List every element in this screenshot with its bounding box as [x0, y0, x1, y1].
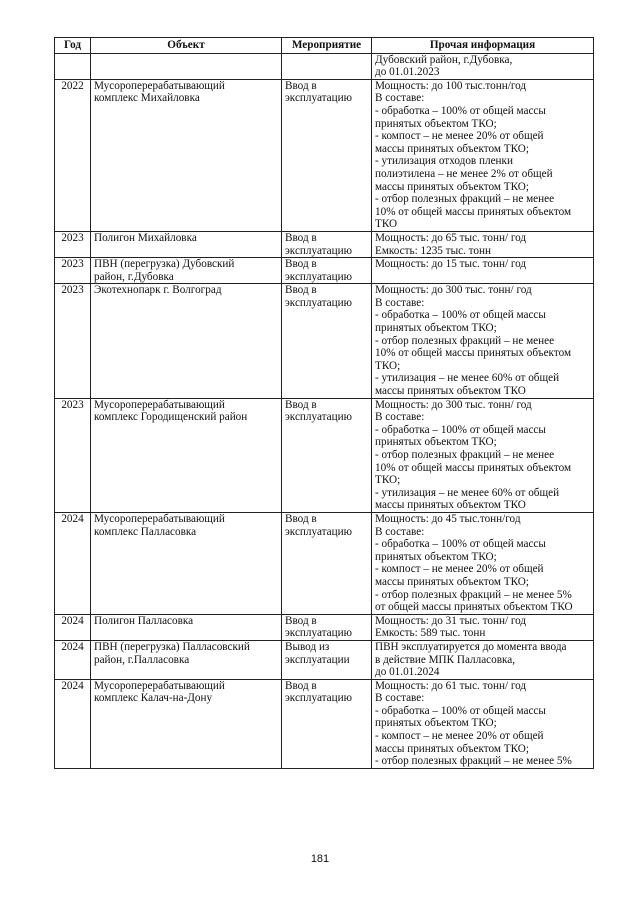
header-info: Прочая информация: [372, 38, 594, 54]
table-row: [55, 614, 594, 640]
cell-info-line: Мощность: до 65 тыс. тонн/ год: [375, 231, 527, 244]
cell-event-line: эксплуатацию: [285, 296, 352, 309]
cell-year: 2023: [55, 231, 91, 257]
cell-object: [91, 258, 282, 284]
cell-event-line: Ввод в: [285, 398, 317, 411]
table-body: [55, 53, 594, 768]
cell-year: 2023: [55, 258, 91, 284]
cell-event-line: эксплуатацию: [285, 525, 352, 538]
cell-object: [91, 79, 282, 231]
cell-info-line: 10% от общей массы принятых объектом: [375, 461, 572, 474]
cell-info-line: - утилизация отходов пленки: [375, 155, 513, 168]
cell-object: [91, 231, 282, 257]
cell-info-line: принятых объектом ТКО;: [375, 117, 497, 130]
table-row: [55, 258, 594, 284]
cell-object-line: Экотехнопарк г. Волгоград: [94, 284, 222, 297]
cell-info-line: до 01.01.2024: [375, 666, 440, 679]
cell-info-line: - обработка – 100% от общей массы: [375, 538, 546, 551]
cell-year: 2023: [55, 398, 91, 512]
cell-info-line: принятых объектом ТКО;: [375, 436, 497, 449]
cell-info-line: принятых объектом ТКО;: [375, 322, 497, 335]
cell-object-line: Мусороперерабатывающий: [94, 512, 225, 525]
cell-info-line: массы принятых объектом ТКО: [375, 385, 526, 398]
cell-info-line: Мощность: до 300 тыс. тонн/ год: [375, 398, 532, 411]
cell-event: [282, 284, 372, 398]
cell-info-line: Мощность: до 15 тыс. тонн/ год: [375, 258, 527, 271]
cell-event: [282, 640, 372, 679]
cell-info-line: - утилизация – не менее 60% от общей: [375, 486, 560, 499]
table-row: [55, 512, 594, 614]
cell-info: [372, 284, 594, 398]
cell-object: [91, 284, 282, 398]
cell-info-line: - отбор полезных фракций – не менее 5%: [375, 588, 572, 601]
cell-event-line: эксплуатацию: [285, 692, 352, 705]
cell-info-line: массы принятых объектом ТКО;: [375, 742, 529, 755]
cell-event: [282, 231, 372, 257]
cell-info-line: - компост – не менее 20% от общей: [375, 130, 544, 143]
cell-event-line: Ввод в: [285, 679, 317, 692]
cell-info-line: массы принятых объектом ТКО;: [375, 180, 529, 193]
cell-info-line: массы принятых объектом ТКО: [375, 499, 526, 512]
cell-info-line: Дубовский район, г.Дубовка,: [375, 53, 513, 66]
cell-object-line: район, г.Дубовка: [94, 270, 174, 283]
cell-info: [372, 258, 594, 284]
cell-event-line: Ввод в: [285, 614, 317, 627]
cell-info-line: 10% от общей массы принятых объектом: [375, 347, 572, 360]
cell-event-line: Ввод в: [285, 284, 317, 297]
cell-info-line: - отбор полезных фракций – не менее: [375, 193, 555, 206]
cell-event-line: эксплуатацию: [285, 92, 352, 105]
cell-object-line: ПВН (перегрузка) Дубовский: [94, 258, 235, 271]
cell-event: [282, 79, 372, 231]
cell-object-line: Мусороперерабатывающий: [94, 79, 225, 92]
cell-object: [91, 679, 282, 768]
cell-info-line: массы принятых объектом ТКО;: [375, 575, 529, 588]
table-row: [55, 640, 594, 679]
cell-info-line: Мощность: до 31 тыс. тонн/ год: [375, 614, 527, 627]
cell-event-line: Ввод в: [285, 231, 317, 244]
cell-info-line: принятых объектом ТКО;: [375, 550, 497, 563]
cell-event: [282, 512, 372, 614]
cell-event-line: эксплуатации: [285, 653, 350, 666]
table-row: [55, 53, 594, 79]
cell-info-line: ПВН эксплуатируется до момента ввода: [375, 640, 567, 653]
cell-info-line: В составе:: [375, 525, 425, 538]
cell-object: [91, 53, 282, 79]
header-object: Объект: [91, 38, 282, 54]
cell-info-line: ТКО;: [375, 474, 401, 487]
cell-event-line: эксплуатацию: [285, 244, 352, 257]
cell-year: 2022: [55, 79, 91, 231]
table-row: [55, 231, 594, 257]
cell-event-line: эксплуатацию: [285, 270, 352, 283]
header-event: Мероприятие: [282, 38, 372, 54]
cell-info-line: - отбор полезных фракций – не менее: [375, 449, 555, 461]
cell-info-line: В составе:: [375, 296, 425, 309]
cell-info-line: - утилизация – не менее 60% от общей: [375, 372, 560, 385]
cell-info-line: полиэтилена – не менее 2% от общей: [375, 167, 553, 180]
cell-info-line: В составе:: [375, 92, 425, 105]
cell-event: [282, 398, 372, 512]
cell-object: [91, 512, 282, 614]
cell-event: [282, 614, 372, 640]
table-header-row: [55, 38, 594, 54]
cell-object: [91, 614, 282, 640]
cell-year: 2024: [55, 512, 91, 614]
cell-info-line: принятых объектом ТКО;: [375, 717, 497, 730]
cell-event: [282, 258, 372, 284]
cell-event-line: Ввод в: [285, 79, 317, 92]
cell-info-line: ТКО: [375, 218, 398, 231]
cell-info-line: В составе:: [375, 692, 425, 705]
cell-info-line: - компост – не менее 20% от общей: [375, 563, 544, 576]
cell-info-line: В составе:: [375, 411, 425, 424]
cell-info: [372, 512, 594, 614]
cell-info: [372, 231, 594, 257]
cell-info-line: в действие МПК Палласовка,: [375, 653, 516, 666]
cell-object-line: комплекс Калач-на-Дону: [94, 692, 213, 705]
cell-object: [91, 398, 282, 512]
cell-object-line: Мусороперерабатывающий: [94, 398, 225, 411]
cell-year: 2024: [55, 614, 91, 640]
cell-object-line: комплекс Михайловка: [94, 92, 200, 105]
cell-info: [372, 53, 594, 79]
cell-info-line: до 01.01.2023: [375, 66, 440, 79]
cell-year: 2023: [55, 284, 91, 398]
cell-info: [372, 679, 594, 768]
cell-event-line: Ввод в: [285, 258, 317, 271]
cell-event-line: Ввод в: [285, 512, 317, 525]
cell-info-line: - отбор полезных фракций – не менее 5%: [375, 755, 572, 768]
cell-object: [91, 640, 282, 679]
cell-event-line: Вывод из: [285, 640, 330, 653]
cell-info-line: - обработка – 100% от общей массы: [375, 104, 546, 117]
cell-year: [55, 53, 91, 79]
cell-event-line: эксплуатацию: [285, 627, 352, 640]
cell-info-line: Мощность: до 45 тыс.тонн/год: [375, 512, 521, 525]
cell-info-line: - обработка – 100% от общей массы: [375, 704, 546, 717]
cell-object-line: район, г.Палласовка: [94, 653, 190, 666]
cell-info-line: Мощность: до 100 тыс.тонн/год: [375, 79, 527, 92]
cell-info-line: 10% от общей массы принятых объектом: [375, 205, 572, 218]
table-row: [55, 284, 594, 398]
document-table: [54, 37, 594, 769]
cell-info: [372, 614, 594, 640]
table-row: [55, 398, 594, 512]
cell-object-line: Полигон Палласовка: [94, 614, 194, 627]
cell-info-line: от общей массы принятых объектом ТКО: [375, 601, 573, 614]
cell-info-line: Емкость: 1235 тыс. тонн: [375, 244, 491, 257]
cell-info-line: Мощность: до 300 тыс. тонн/ год: [375, 284, 532, 297]
table-row: [55, 79, 594, 231]
cell-info: [372, 398, 594, 512]
cell-event: [282, 679, 372, 768]
page-number: 181: [310, 853, 330, 865]
cell-year: 2024: [55, 640, 91, 679]
table-row: [55, 679, 594, 768]
cell-event: [282, 53, 372, 79]
cell-object-line: Полигон Михайловка: [94, 231, 197, 244]
cell-object-line: комплекс Палласовка: [94, 525, 197, 538]
cell-object-line: комплекс Городищенский район: [94, 411, 248, 424]
cell-info-line: Емкость: 589 тыс. тонн: [375, 627, 486, 640]
cell-event-line: эксплуатацию: [285, 411, 352, 424]
cell-object-line: Мусороперерабатывающий: [94, 679, 225, 692]
cell-info-line: - отбор полезных фракций – не менее: [375, 334, 555, 347]
header-year: Год: [55, 38, 91, 54]
cell-info: [372, 79, 594, 231]
cell-info: [372, 640, 594, 679]
cell-info-line: Мощность: до 61 тыс. тонн/ год: [375, 679, 527, 692]
cell-object-line: ПВН (перегрузка) Палласовский: [94, 640, 250, 653]
cell-year: 2024: [55, 679, 91, 768]
cell-info-line: - обработка – 100% от общей массы: [375, 423, 546, 436]
cell-info-line: массы принятых объектом ТКО;: [375, 142, 529, 155]
cell-info-line: ТКО;: [375, 359, 401, 372]
cell-info-line: - компост – не менее 20% от общей: [375, 730, 544, 743]
cell-info-line: - обработка – 100% от общей массы: [375, 309, 546, 322]
